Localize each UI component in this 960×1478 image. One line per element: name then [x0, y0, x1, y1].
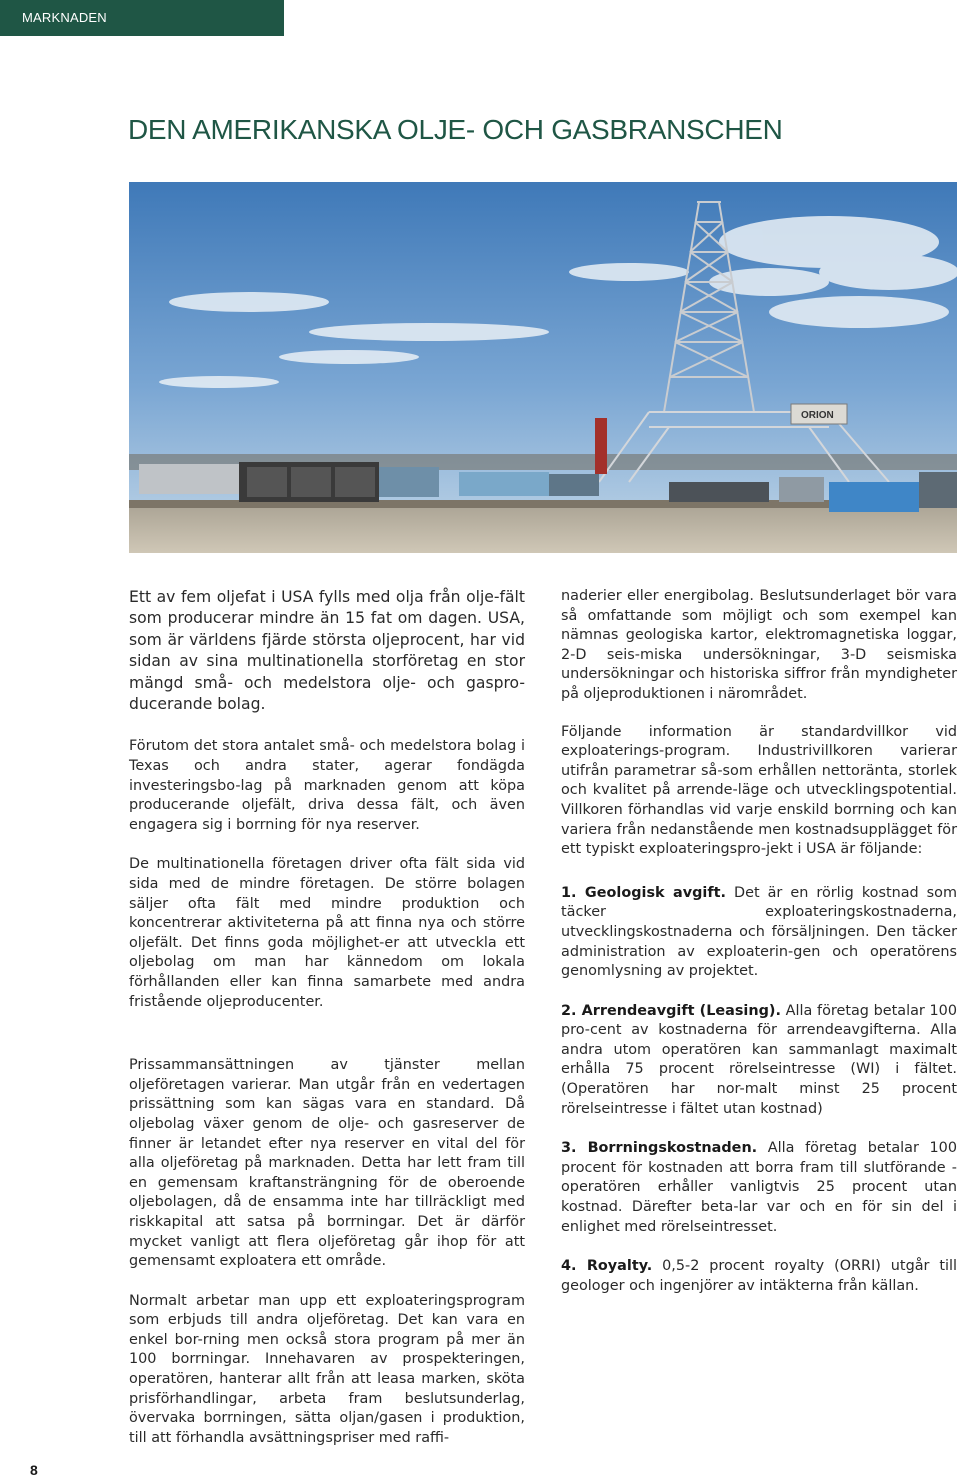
list-item-title: 2. Arrendeavgift (Leasing). [561, 1002, 781, 1019]
list-item-title: 3. Borrningskostnaden. [561, 1140, 758, 1157]
body-paragraph: Normalt arbetar man upp ett exploateringsprogram som erbjuds till andra oljeföretag. Det kan vara en enkel bor-rning men också stora program på mer än 100 borrningar. Innehavaren av prospekteringen, operatören, hanterar allt från att leasa marken, sköta prisförhandlingar, arbeta fram beslutsunderlag, övervaka borrningen, sätta oljan/gasen i produktion, till att förhandla avsättningspriser med raffi- [129, 1292, 525, 1446]
list-item-text: Alla företag betalar 100 procent för kostnaden att borra fram till slutförande - operatören erhåller vanligtvis 25 procent utan kostnad. Därefter beta-lar var och en för sin del i enlighet med rörelseintresset. [561, 1140, 957, 1235]
list-item-text: 0,5-2 procent royalty (ORRI) utgår till geologer och ingenjörer av intäkterna från källan. [561, 1258, 957, 1294]
list-item [561, 1257, 957, 1296]
page-number: 8 [30, 1462, 38, 1478]
section-tab [0, 0, 284, 36]
left-column [129, 587, 525, 1448]
list-item [561, 1139, 957, 1237]
list-item [561, 1002, 957, 1120]
page-title: DEN AMERIKANSKA OLJE- OCH GASBRANSCHEN [128, 114, 783, 145]
section-label: MARKNADEN [22, 10, 107, 25]
right-column [561, 587, 957, 1296]
list-item-text: Alla företag betalar 100 pro-cent av kostnaderna för arrendeavgifterna. Alla andra utom operatören kan sammanlagt maximalt erhålla 75 procent rörelseintresse (WI) i fältet. (Operatören har nor-malt minst 25 procent rörelseintresse i fältet utan kostnad) [561, 1002, 957, 1117]
orion-sign: ORION [801, 410, 834, 421]
list-item [561, 884, 957, 982]
list-item-title: 1. Geologisk avgift. [561, 884, 726, 901]
oil-rig-photo [129, 182, 957, 553]
list-item-text: Det är en rörlig kostnad som täcker exploateringskostnaderna, utvecklingskostnaderna och försäljningen. Den täcker administration av exploaterin-gen och operatörens genomlysning av projektet. [561, 884, 957, 980]
body-paragraph: De multinationella företagen driver ofta fält sida vid sida med de mindre företagen. De större bolagen säljer ofta fält med mindre produktion och koncentrerar aktiviteterna på att finna nya och större oljefält. Det finns goda möjlighet-er att utveckla ett oljebolag om man har kännedom om lokala förhållanden eller kan finna samarbete med andra fristående oljeproducenter. [129, 856, 525, 1010]
body-paragraph: Förutom det stora antalet små- och medelstora bolag i Texas och andra stater, agerar fondägda investeringsbo-lag på marknaden genom att köpa producerande oljefält, driva dessa fält, och även engagera sig i borrning för nya reserver. [129, 738, 525, 833]
body-paragraph: Följande information är standardvillkor vid exploaterings-program. Industrivillkoren varierar utifrån parametrar så-som erhållen nettoränta, storlek och kvalitet på arrende-läge och utvecklingspotential. Villkoren förhandlas vid varje enskild borrning och kan variera från nedanstående men kostnadsupplägget för ett typiskt exploateringspro-jekt i USA är följande: [561, 723, 957, 858]
list-item-title: 4. Royalty. [561, 1258, 653, 1275]
body-paragraph: naderier eller energibolag. Beslutsunderlaget bör vara så omfattande som möjligt och som exempel kan nämnas geologiska kartor, elektromagnetiska loggar, 2-D seis-miska undersökningar, 3-D seismiska undersökningar och historiska siffror från myndigheter på oljeproduktionen i närområdet. [561, 588, 957, 702]
lead-paragraph: Ett av fem oljefat i USA fylls med olja från olje-fält som producerar mindre än 15 fat om dagen. USA, som är världens fjärde största oljeprocent, har vid sidan av sina multinationella storföretag en stor mängd små- och medelstora olje- och gaspro-ducerande bolag. [129, 588, 525, 714]
body-paragraph: Prissammansättningen av tjänster mellan oljeföretagen varierar. Man utgår från en vedertagen prissättning som kan sägas vara en standard. Då oljebolag växer genom de olje- och gasreserver de finner är letandet efter nya reserver en vital del för alla oljeföretag på marknaden. Detta har lett fram till en gemensam kraftansträngning för de oberoende oljebolagen, då de ensamma inte har tillräckligt med riskkapital att satsa på borrningar. Det är därför mycket vanligt att flera oljeföretag går ihop för att gemensamt exploatera ett område. [129, 1057, 525, 1270]
